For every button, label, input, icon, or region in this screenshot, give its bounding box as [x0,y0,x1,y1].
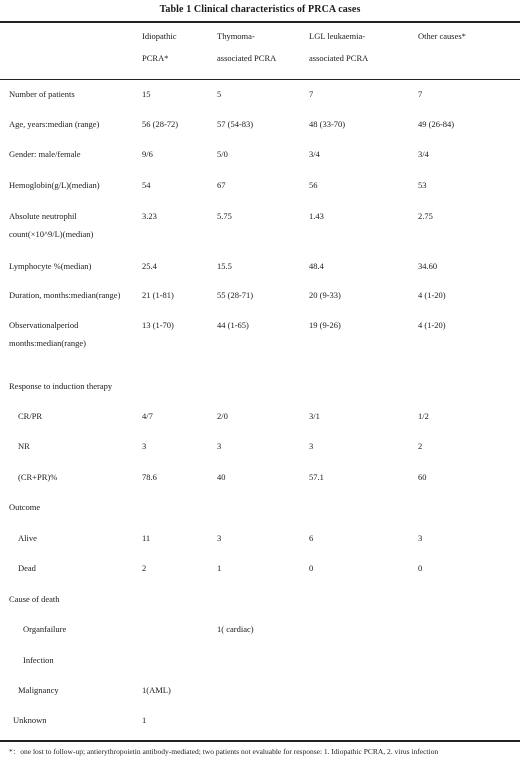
cell-other: 49 (26-84) [418,119,455,129]
cell-thymoma: 3 [217,533,222,543]
cell-idiopathic: 11 [142,533,151,543]
cell-idiopathic: 56 (28-72) [142,119,179,129]
column-header-lgl: LGL leukaemia-associated PCRA [309,31,369,63]
cell-lgl: 1.43 [309,211,324,221]
cell-other: 53 [418,180,427,190]
row-label: Gender: male/female [9,149,81,159]
cell-lgl: 19 (9-26) [309,320,341,330]
row-label: Lymphocyte %(median) [9,261,92,271]
row-label: Unknown [13,715,47,725]
cell-thymoma: 5/0 [217,149,228,159]
table-header-rule [0,79,520,80]
cell-other: 4 (1-20) [418,290,446,300]
cell-idiopathic: 9/6 [142,149,153,159]
cell-thymoma: 57 (54-83) [217,119,254,129]
row-label: Alive [18,533,37,543]
row-label: Response to induction therapy [9,381,113,391]
row-label: Number of patients [9,89,75,99]
cell-thymoma: 5.75 [217,211,232,221]
cell-lgl: 3/4 [309,149,320,159]
row-label: Observationalperiod months:median(range) [9,320,86,348]
row-label: Hemoglobin(g/L)(median) [9,180,100,190]
cell-other: 3/4 [418,149,429,159]
cell-thymoma: 1( cardiac) [217,624,254,634]
row-label: Duration, months:median(range) [9,290,121,300]
cell-idiopathic: 21 (1-81) [142,290,174,300]
row-label: Malignancy [18,685,59,695]
cell-lgl: 7 [309,89,314,99]
cell-idiopathic: 3.23 [142,211,157,221]
cell-other: 4 (1-20) [418,320,446,330]
cell-lgl: 56 [309,180,318,190]
row-label: Outcome [9,502,41,512]
cell-idiopathic: 54 [142,180,151,190]
cell-thymoma: 5 [217,89,222,99]
row-label: (CR+PR)% [18,472,58,482]
cell-idiopathic: 15 [142,89,151,99]
table-title: Table 1 Clinical characteristics of PRCA cases [159,4,361,15]
cell-idiopathic: 13 (1-70) [142,320,174,330]
cell-thymoma: 2/0 [217,411,228,421]
cell-other: 0 [418,563,423,573]
row-label: Cause of death [9,594,60,604]
cell-other: 1/2 [418,411,429,421]
cell-idiopathic: 25.4 [142,261,157,271]
cell-thymoma: 40 [217,472,226,482]
cell-lgl: 57.1 [309,472,324,482]
cell-thymoma: 55 (28-71) [217,290,254,300]
cell-lgl: 6 [309,533,314,543]
row-label: Infection [23,655,54,665]
cell-thymoma: 67 [217,180,226,190]
cell-other: 34.60 [418,261,438,271]
cell-idiopathic: 4/7 [142,411,153,421]
cell-other: 7 [418,89,423,99]
row-label: Dead [18,563,36,573]
cell-idiopathic: 1(AML) [142,685,171,695]
row-label: CR/PR [18,411,43,421]
row-label: Absolute neutrophil count(×10^9/L)(median) [9,211,94,239]
table-footnote: *：one lost to follow-up; antierythropoietin antibody-mediated; two patients not evaluable for response: 1. Idiopathic PCRA, 2. virus infection [9,747,439,756]
cell-other: 60 [418,472,427,482]
cell-lgl: 48 (33-70) [309,119,346,129]
cell-thymoma: 44 (1-65) [217,320,249,330]
cell-other: 2 [418,441,423,451]
row-label: Organfailure [23,624,67,634]
cell-lgl: 3/1 [309,411,320,421]
cell-thymoma: 3 [217,441,222,451]
cell-idiopathic: 1 [142,715,147,725]
table-top-rule [0,21,520,23]
cell-thymoma: 15.5 [217,261,232,271]
row-label: Age, years:median (range) [9,119,100,129]
cell-other: 2.75 [418,211,433,221]
column-header-thymoma: Thymoma-associated PCRA [217,31,277,63]
cell-idiopathic: 3 [142,441,147,451]
column-header-idiopathic: Idiopathic PCRA* [142,31,177,63]
table-bottom-rule [0,740,520,742]
column-header-other: Other causes* [418,31,466,41]
cell-idiopathic: 2 [142,563,147,573]
cell-lgl: 20 (9-33) [309,290,341,300]
cell-lgl: 48.4 [309,261,324,271]
cell-other: 3 [418,533,423,543]
cell-thymoma: 1 [217,563,222,573]
cell-lgl: 3 [309,441,314,451]
row-label: NR [18,441,30,451]
cell-idiopathic: 78.6 [142,472,157,482]
cell-lgl: 0 [309,563,314,573]
